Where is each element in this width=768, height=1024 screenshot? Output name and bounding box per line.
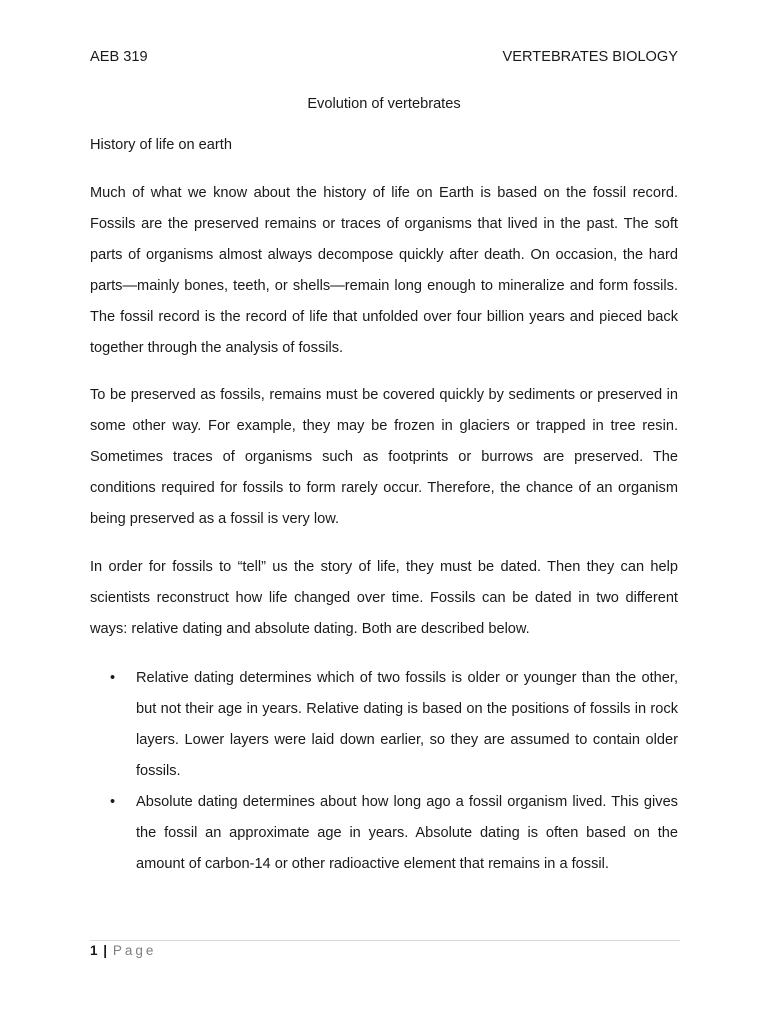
paragraph-fossil-record bbox=[90, 178, 678, 364]
footer-separator: | bbox=[103, 943, 108, 958]
page-label: Page bbox=[112, 943, 157, 958]
header-course-code: AEB 319 bbox=[90, 49, 148, 65]
list-item-text: determines about how long ago a fossil organism lived. This gives the fossil an approximate age in years. Absolute dating is often based on the amount of carbon-14 or other radioactive element that remains in a fossil. bbox=[136, 794, 678, 872]
term-relative-dating: Relative dating bbox=[136, 670, 234, 686]
footer-divider bbox=[90, 940, 680, 941]
term-fossil-record: fossil record bbox=[120, 309, 200, 325]
list-item bbox=[110, 663, 678, 787]
header-course-title: VERTEBRATES BIOLOGY bbox=[502, 49, 678, 65]
page-number: 1 bbox=[90, 943, 98, 958]
bullet-marker: • bbox=[110, 794, 116, 810]
bullet-marker: • bbox=[110, 670, 116, 686]
paragraph-preservation: To be preserved as fossils, remains must be covered quickly by sediments or preserved in some other way. For example, they may be frozen in glaciers or trapped in tree resin. Sometimes traces of organisms such as footprints or burrows are preserved. The conditions required for fossils to form rarely occur. Therefore, the chance of an organism being preserved as a fossil is very low. bbox=[90, 387, 678, 527]
term-fossils: Fossils bbox=[90, 216, 136, 232]
document-title: Evolution of vertebrates bbox=[307, 96, 461, 112]
paragraph1-body: are the preserved remains or traces of organisms that lived in the past. The soft parts of organisms almost always decompose quickly after death. On occasion, the hard parts—mainly bones, teeth, or shells—remain long enough to mineralize and form fossils. The bbox=[90, 216, 678, 325]
list-item bbox=[110, 787, 678, 880]
dating-methods-list bbox=[110, 663, 678, 880]
term-absolute-dating: Absolute dating bbox=[136, 794, 238, 810]
list-item-text: determines which of two fossils is older or younger than the other, but not their age in years. Relative dating is based on the positions of fossils in rock layers. Lower layers were laid down earlier, so they are assumed to contain older fossils. bbox=[136, 670, 679, 779]
paragraph-dating: In order for fossils to “tell” us the story of life, they must be dated. Then they can help scientists reconstruct how life changed over time. Fossils can be dated in two different ways: relative dating and absolute dating. Both are described below. bbox=[90, 559, 678, 637]
paragraph1-end: is the record of life that unfolded over four billion years and pieced back together through the analysis of fossils. bbox=[90, 309, 679, 356]
section-heading: History of life on earth bbox=[90, 137, 232, 153]
page-footer bbox=[90, 943, 156, 958]
paragraph1-intro: Much of what we know about the history of life on Earth is based on the fossil record. bbox=[90, 185, 678, 201]
